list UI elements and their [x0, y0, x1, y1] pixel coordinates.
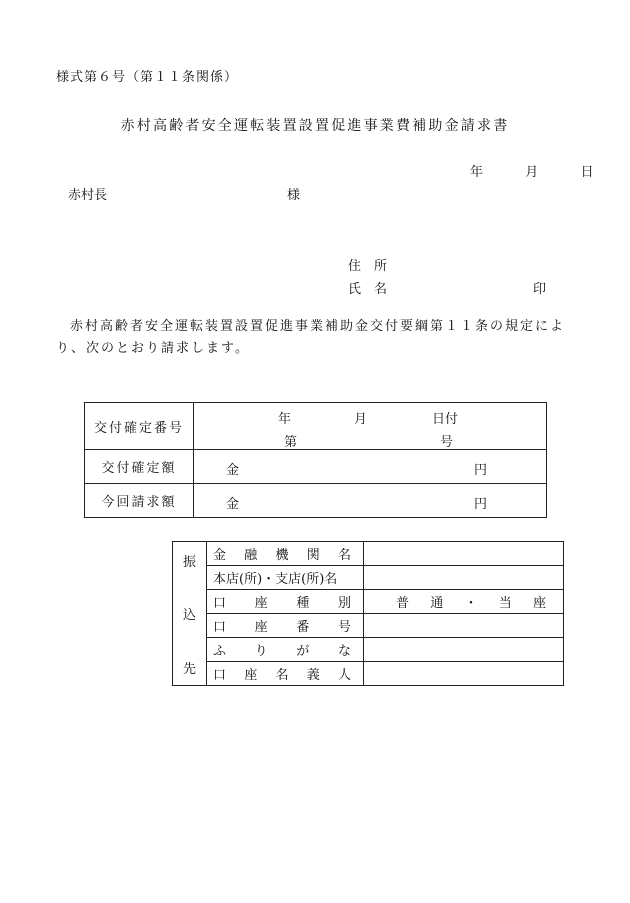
confirmed-yen: 円: [474, 463, 488, 478]
recipient-name: 赤村長: [68, 188, 108, 203]
table-row: [85, 450, 547, 484]
bank-name-value: [364, 542, 564, 566]
request-amount-label: 今回請求額: [85, 484, 194, 518]
table-row: [85, 484, 547, 518]
grant-date-suffix: 日付: [432, 412, 459, 427]
side-char: 込: [182, 608, 196, 623]
char: 種: [296, 596, 310, 611]
date-line: [470, 161, 594, 180]
bank-transfer-table: [172, 541, 564, 686]
document-title: 赤村高齢者安全運転装置設置促進事業費補助金請求書: [120, 118, 510, 134]
char: 普: [396, 596, 410, 611]
account-holder-label: [207, 662, 364, 686]
request-yen: 円: [474, 497, 488, 512]
date-month: 月: [525, 165, 539, 180]
char: り: [254, 644, 268, 659]
table-row: [173, 614, 564, 638]
request-kin: 金: [226, 497, 240, 512]
char: 融: [244, 548, 258, 563]
char: 当: [498, 596, 512, 611]
grant-table: [84, 402, 547, 518]
address-label: 住 所: [348, 259, 388, 274]
char: 座: [532, 596, 546, 611]
date-day: 日: [580, 165, 594, 180]
side-char: 先: [182, 661, 196, 677]
name-label: 氏 名: [348, 282, 388, 297]
char: 座: [254, 620, 268, 635]
branch-name-label: 本店(所)・支店(所)名: [207, 566, 364, 590]
confirmed-amount-label: 交付確定額: [85, 450, 194, 484]
char: 座: [254, 596, 268, 611]
account-type-label: [207, 590, 364, 614]
recipient-honorific: 様: [287, 188, 301, 203]
account-holder-value: [364, 662, 564, 686]
furigana-value: [364, 638, 564, 662]
confirmed-amount-cell: [194, 450, 547, 484]
body-text: 赤村高齢者安全運転装置設置促進事業補助金交付要綱第１１条の規定により、次のとおり請求します。: [56, 319, 566, 356]
form-id: 様式第６号（第１１条関係）: [56, 70, 239, 85]
char: ・: [464, 596, 478, 611]
char: 通: [430, 596, 444, 611]
grant-number-cell: [194, 403, 547, 450]
char: 義: [306, 668, 320, 683]
char: が: [296, 644, 310, 659]
grant-number-label: 交付確定番号: [85, 403, 194, 450]
seal-mark: 印: [533, 282, 547, 297]
char: 機: [275, 548, 289, 563]
date-year: 年: [470, 165, 484, 180]
transfer-side-label: [173, 542, 207, 686]
branch-name-value: [364, 566, 564, 590]
char: ふ: [213, 644, 227, 659]
furigana-label: [207, 638, 364, 662]
char: 人: [337, 668, 351, 683]
char: 関: [306, 548, 320, 563]
char: 座: [244, 668, 258, 683]
grant-dai: 第: [284, 435, 298, 450]
grant-month: 月: [354, 412, 368, 427]
side-char: 振: [182, 554, 196, 570]
char: な: [337, 644, 351, 659]
table-row: [173, 638, 564, 662]
table-row: [85, 403, 547, 450]
request-amount-cell: [194, 484, 547, 518]
account-type-value: [364, 590, 564, 614]
table-row: [173, 542, 564, 566]
char: 口: [213, 668, 227, 683]
table-row: [173, 662, 564, 686]
char: 別: [337, 596, 351, 611]
account-number-value: [364, 614, 564, 638]
char: 口: [213, 596, 227, 611]
account-number-label: [207, 614, 364, 638]
grant-go: 号: [440, 435, 454, 450]
char: 口: [213, 620, 227, 635]
char: 号: [337, 620, 351, 635]
char: 番: [296, 620, 310, 635]
char: 名: [337, 548, 351, 563]
confirmed-kin: 金: [226, 463, 240, 478]
bank-name-label: [207, 542, 364, 566]
char: 名: [275, 668, 289, 683]
table-row: [173, 590, 564, 614]
char: 金: [213, 548, 227, 563]
grant-year: 年: [278, 412, 292, 427]
table-row: [173, 566, 564, 590]
